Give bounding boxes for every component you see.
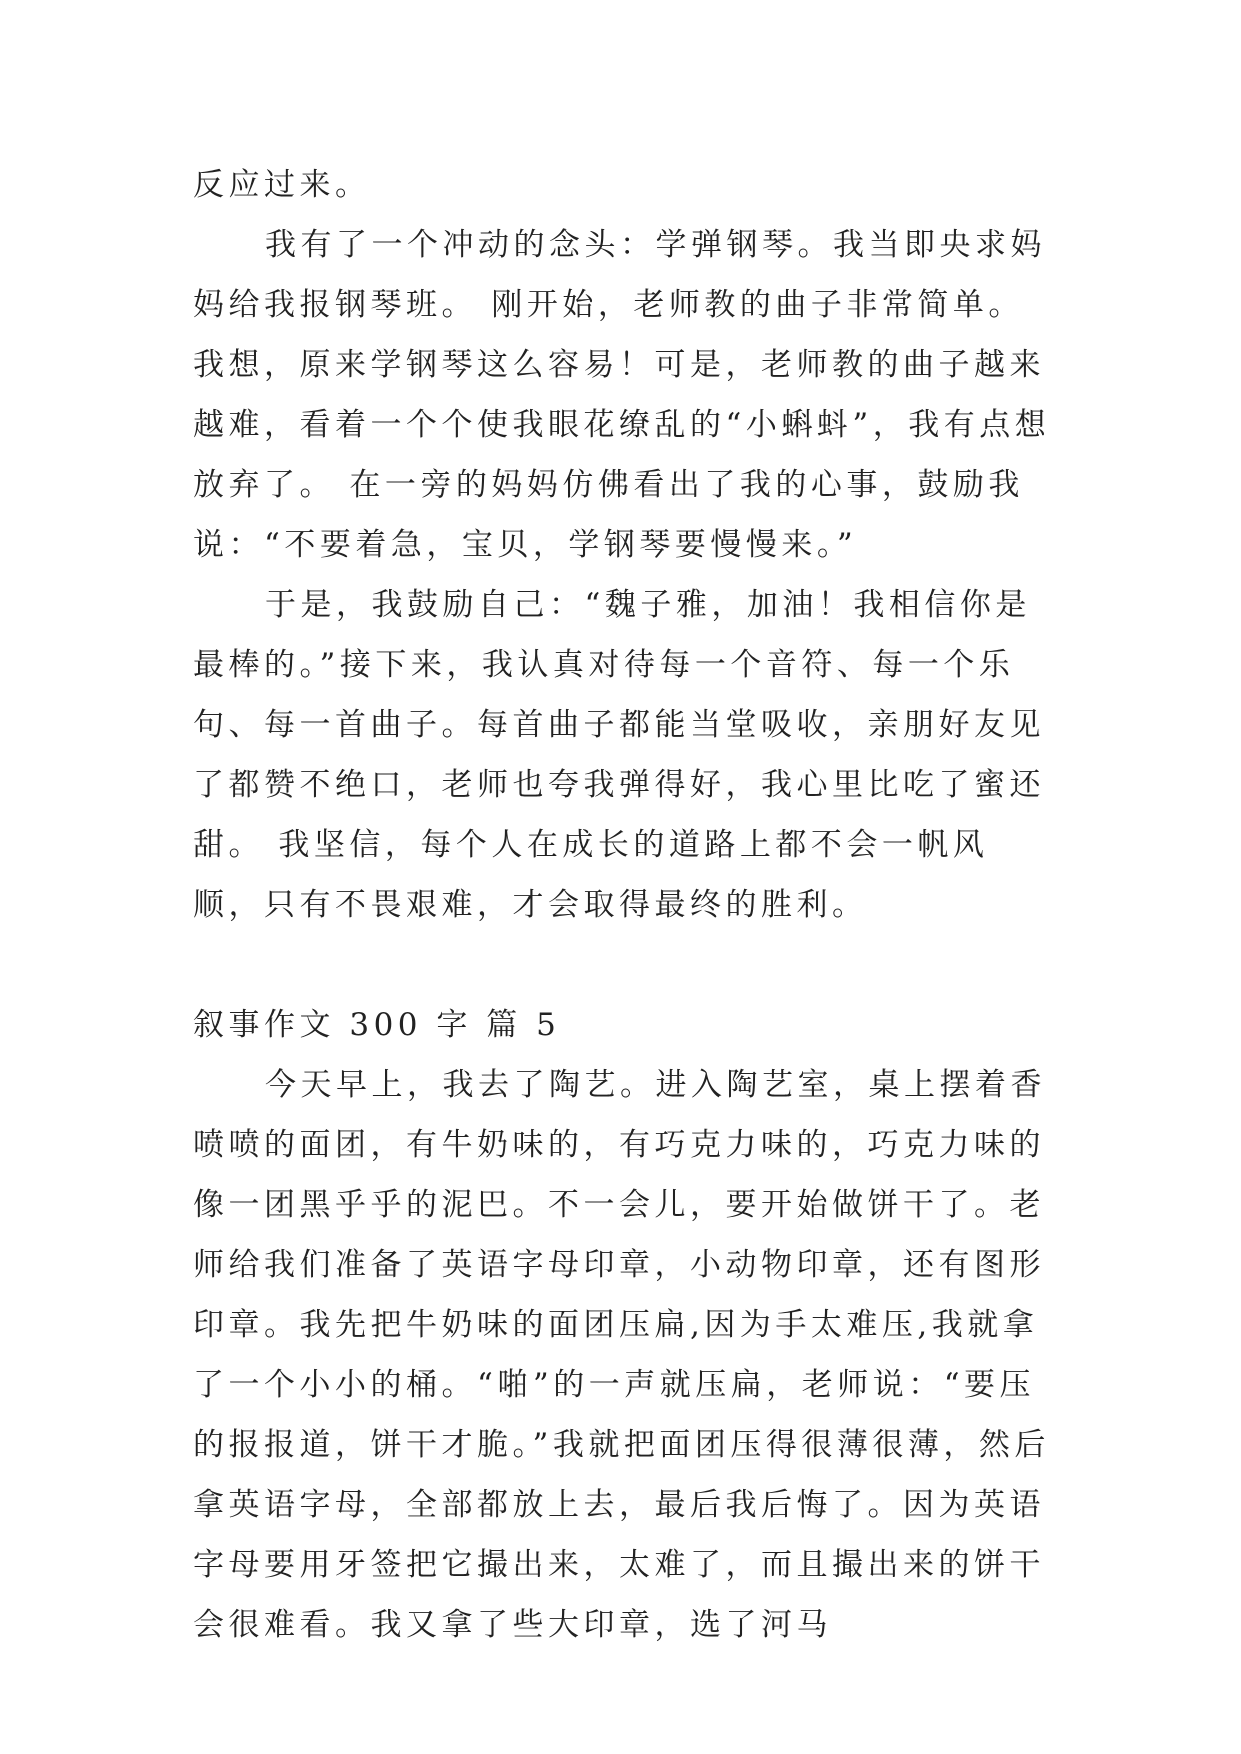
paragraph-continuation: 反应过来。 [193,167,371,203]
paragraph-piano-lessons: 我有了一个冲动的念头：学弹钢琴。我当即央求妈妈给我报钢琴班。 刚开始，老师教的曲子非常简单。我想，原来学钢琴这么容易！可是，老师教的曲子越来越难，看着一个个使我眼花缭乱的“小蝌蚪”，我有点想放弃了。 在一旁的妈妈仿佛看出了我的心事，鼓励我说：“不要着急，宝贝，学钢琴要慢慢来。” [193,227,1051,563]
paragraph-encouragement: 于是，我鼓励自己：“魏子雅，加油！我相信你是最棒的。”接下来，我认真对待每一个音符、每一个乐句、每一首曲子。每首曲子都能当堂吸收，亲朋好友见了都赞不绝口，老师也夸我弹得好，我心里比吃了蜜还甜。 我坚信，每个人在成长的道路上都不会一帆风顺，只有不畏艰难，才会取得最终的胜利。 [193,587,1045,923]
paragraph-pottery: 今天早上，我去了陶艺。进入陶艺室，桌上摆着香喷喷的面团，有牛奶味的，有巧克力味的，巧克力味的像一团黑乎乎的泥巴。不一会儿，要开始做饼干了。老师给我们准备了英语字母印章，小动物印章，还有图形印章。我先把牛奶味的面团压扁,因为手太难压,我就拿了一个小小的桶。“啪”的一声就压扁，老师说：“要压的报报道，饼干才脆。”我就把面团压得很薄很薄，然后拿英语字母，全部都放上去，最后我后悔了。因为英语字母要用牙签把它撮出来，太难了，而且撮出来的饼干会很难看。我又拿了些大印章，选了河马 [193,1067,1050,1643]
document-body [193,155,1055,1655]
section-spacer [193,935,1055,995]
section-heading: 叙事作文 300 字 篇 5 [193,1007,561,1043]
